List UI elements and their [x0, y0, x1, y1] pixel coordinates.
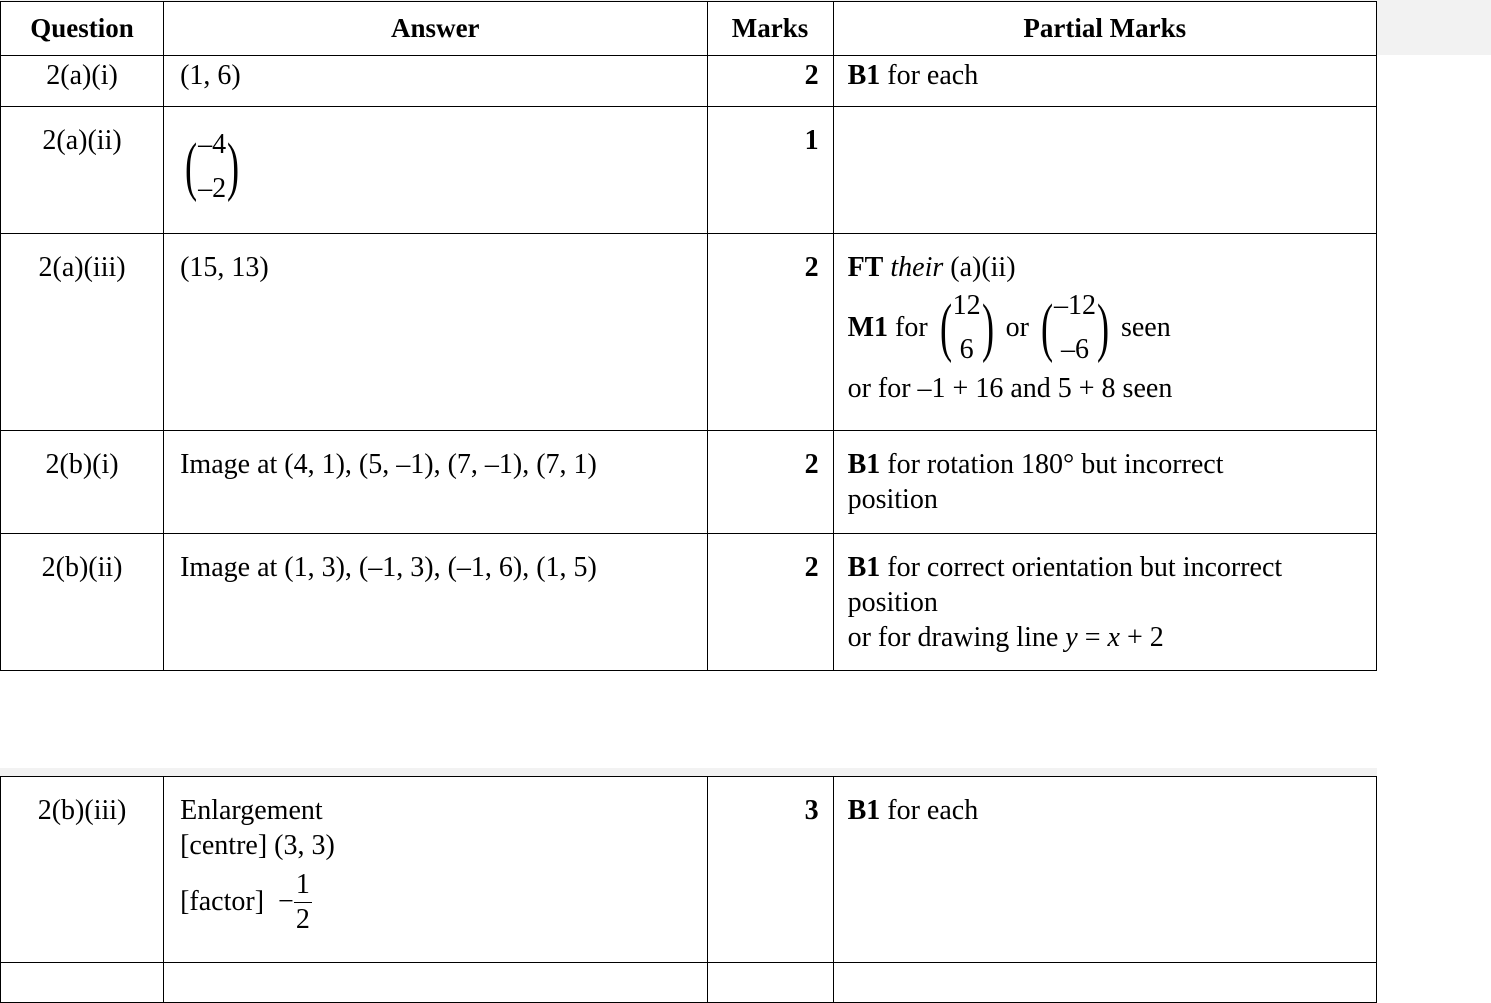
table-row: [1, 107, 1377, 234]
table-row: [1, 534, 1377, 671]
partial-marks-cell: B1 for each: [833, 777, 1376, 963]
marks-cell: 2: [707, 56, 833, 107]
marks-cell: 2: [707, 234, 833, 431]
column-vector: ( –12 –6 ): [1040, 290, 1109, 365]
table-row: [1, 56, 1377, 107]
mark-scheme-table: [0, 1, 1377, 671]
continuation-header-band: [0, 768, 1377, 776]
question-cell: 2(a)(iii): [1, 234, 164, 431]
answer-cell: (15, 13): [164, 234, 707, 431]
header-question: Question: [1, 2, 164, 56]
partial-marks-cell: [833, 107, 1376, 234]
answer-cell: Image at (4, 1), (5, –1), (7, –1), (7, 1): [164, 431, 707, 534]
table-row: [1, 234, 1377, 431]
table-row: [1, 431, 1377, 534]
fraction: $\frac{1}{2}$: [295, 868, 310, 935]
question-cell: 2(a)(ii): [1, 107, 164, 234]
column-vector: ( –4 –2 ): [185, 129, 240, 204]
question-cell: 2(b)(i): [1, 431, 164, 534]
answer-cell: Image at (1, 3), (–1, 3), (–1, 6), (1, 5): [164, 534, 707, 671]
answer-cell: [164, 107, 707, 234]
marks-cell: 2: [707, 431, 833, 534]
partial-marks-cell: [833, 56, 1376, 107]
marks-cell: 1: [707, 107, 833, 234]
header-partial-marks: Partial Marks: [833, 2, 1376, 56]
header-marks: Marks: [707, 2, 833, 56]
header-row: [1, 2, 1377, 56]
answer-cell: (1, 6): [164, 56, 707, 107]
table-row: [1, 777, 1377, 963]
question-cell: 2(b)(ii): [1, 534, 164, 671]
partial-marks-cell: B1 for correct orientation but incorrect position or for drawing line y = x + 2: [833, 534, 1376, 671]
mark-scheme-table-continued: [0, 776, 1377, 1003]
mark-text: for each: [880, 60, 979, 91]
header-answer: Answer: [164, 2, 707, 56]
marks-cell: 3: [707, 777, 833, 963]
partial-marks-cell: B1 for rotation 180° but incorrect position: [833, 431, 1376, 534]
partial-marks-cell: FT their (a)(ii) M1 for ( 12 6 ) or ( –12 –6 ) seen or for –1 + 16 and 5 + 8 seen: [833, 234, 1376, 431]
answer-cell: Enlargement [centre] (3, 3) [factor] − $\frac{1}{2}$: [164, 777, 707, 963]
table-row: [1, 963, 1377, 1003]
column-vector: ( 12 6 ): [939, 290, 994, 365]
question-cell: 2(a)(i): [1, 56, 164, 107]
marks-cell: 2: [707, 534, 833, 671]
mark-code: B1: [847, 60, 881, 91]
page-gap: [0, 671, 1491, 768]
question-cell: 2(b)(iii): [1, 777, 164, 963]
